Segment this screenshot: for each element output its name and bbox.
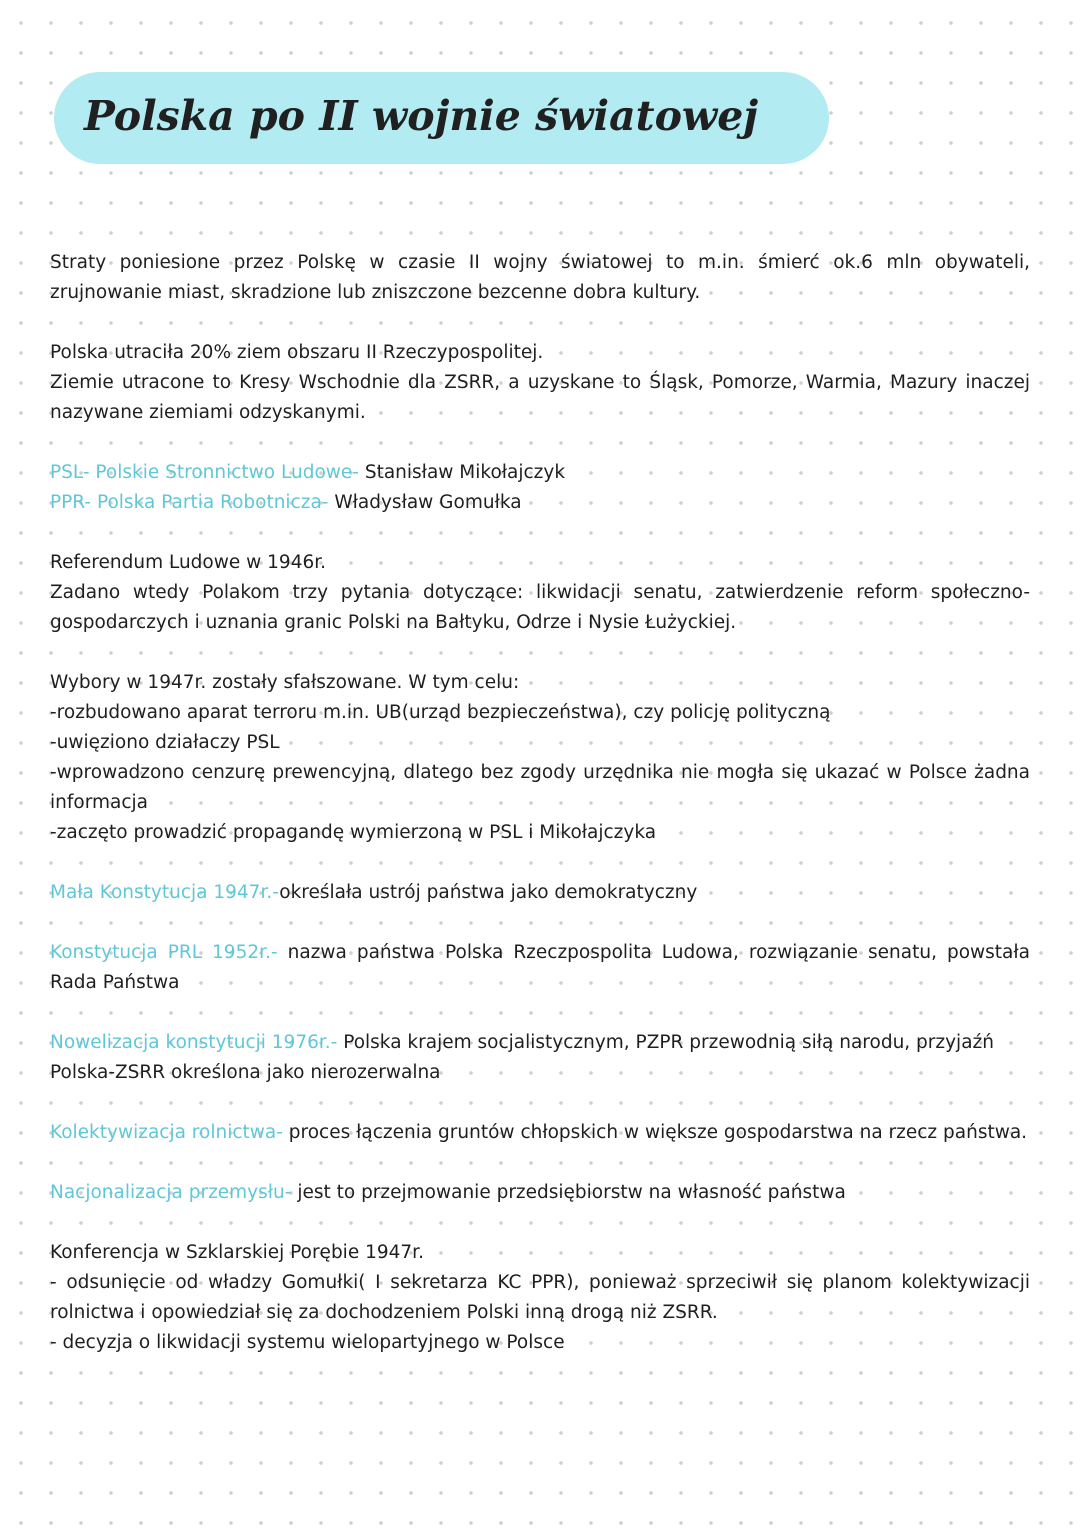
paragraph-wybory: [50, 668, 1030, 848]
wybory-item: -rozbudowano aparat terroru m.in. UB(urząd bezpieczeństwa), czy policję polityczną: [50, 702, 831, 723]
definition-kolektywizacja: [50, 1118, 1030, 1148]
wybory-item: -zaczęto prowadzić propagandę wymierzoną w PSL i Mikołajczyka: [50, 822, 657, 843]
definition-text: Polska krajem socjalistycznym, PZPR przewodnią siłą narodu, przyjaźń Polska-ZSRR określona jako nierozerwalna: [50, 1032, 994, 1083]
definition-mala-konstytucja: [50, 878, 1030, 908]
party-psl: [50, 458, 1030, 488]
konferencja-item: - odsunięcie od władzy Gomułki( I sekretarza KC PPR), ponieważ sprzeciwił się planom kolektywizacji rolnictwa i opowiedział się za dochodzeniem Polski inną drogą niż ZSRR.: [50, 1272, 1030, 1323]
term-nowelizacja: Nowelizacja konstytucji 1976r.-: [50, 1032, 338, 1053]
referendum-line-2: Zadano wtedy Polakom trzy pytania dotyczące: likwidacji senatu, zatwierdzenie reform społeczno-gospodarczych i uznania granic Polski na Bałtyku, Odrze i Nysie Łużyckiej.: [50, 582, 1030, 633]
definition-konstytucja-prl: [50, 938, 1030, 998]
page-title: Polska po II wojnie światowej: [84, 92, 759, 140]
party-psl-leader: Stanisław Mikołajczyk: [358, 462, 566, 483]
wybory-intro: Wybory w 1947r. zostały sfałszowane. W tym celu:: [50, 672, 520, 693]
definition-text: jest to przejmowanie przedsiębiorstw na własność państwa: [291, 1182, 846, 1203]
paragraph-partie: [50, 458, 1030, 518]
konferencja-intro: Konferencja w Szklarskiej Porębie 1947r.: [50, 1242, 424, 1263]
paragraph-konferencja: [50, 1238, 1030, 1358]
referendum-line-1: Referendum Ludowe w 1946r.: [50, 552, 327, 573]
definition-nowelizacja: [50, 1028, 1030, 1088]
note-content: [50, 248, 1030, 1388]
term-ppr: PPR- Polska Partia Robotnicza-: [50, 492, 329, 513]
wybory-item: -wprowadzono cenzurę prewencyjną, dlatego bez zgody urzędnika nie mogła się ukazać w Polsce żadna informacja: [50, 762, 1030, 813]
term-psl: PSL- Polskie Stronnictwo Ludowe-: [50, 462, 359, 483]
term-mala-konstytucja: Mała Konstytucja 1947r.-: [50, 882, 280, 903]
definition-text: nazwa państwa Polska Rzeczpospolita Ludowa, rozwiązanie senatu, powstała Rada Państwa: [50, 942, 1030, 993]
ziemie-line-1: Polska utraciła 20% ziem obszaru II Rzeczypospolitej.: [50, 342, 544, 363]
term-konstytucja-prl: Konstytucja PRL 1952r.-: [50, 942, 278, 963]
party-ppr: [50, 488, 1030, 518]
paragraph-referendum: [50, 548, 1030, 638]
definition-text: określała ustrój państwa jako demokratyczny: [279, 882, 698, 903]
party-ppr-leader: Władysław Gomułka: [328, 492, 522, 513]
definition-text: proces łączenia gruntów chłopskich w większe gospodarstwa na rzecz państwa.: [282, 1122, 1028, 1143]
paragraph-straty: Straty poniesione przez Polskę w czasie II wojny światowej to m.in. śmierć ok.6 mln obywateli, zrujnowanie miast, skradzione lub zniszczone bezcenne dobra kultury.: [50, 252, 1030, 303]
konferencja-item: - decyzja o likwidacji systemu wielopartyjnego w Polsce: [50, 1332, 565, 1353]
definition-nacjonalizacja: [50, 1178, 1030, 1208]
term-kolektywizacja: Kolektywizacja rolnictwa-: [50, 1122, 283, 1143]
wybory-item: -uwięziono działaczy PSL: [50, 732, 280, 753]
ziemie-line-2: Ziemie utracone to Kresy Wschodnie dla ZSRR, a uzyskane to Śląsk, Pomorze, Warmia, Mazury inaczej nazywane ziemiami odzyskanymi.: [50, 372, 1030, 423]
paragraph-ziemie: [50, 338, 1030, 428]
term-nacjonalizacja: Nacjonalizacja przemysłu-: [50, 1182, 292, 1203]
